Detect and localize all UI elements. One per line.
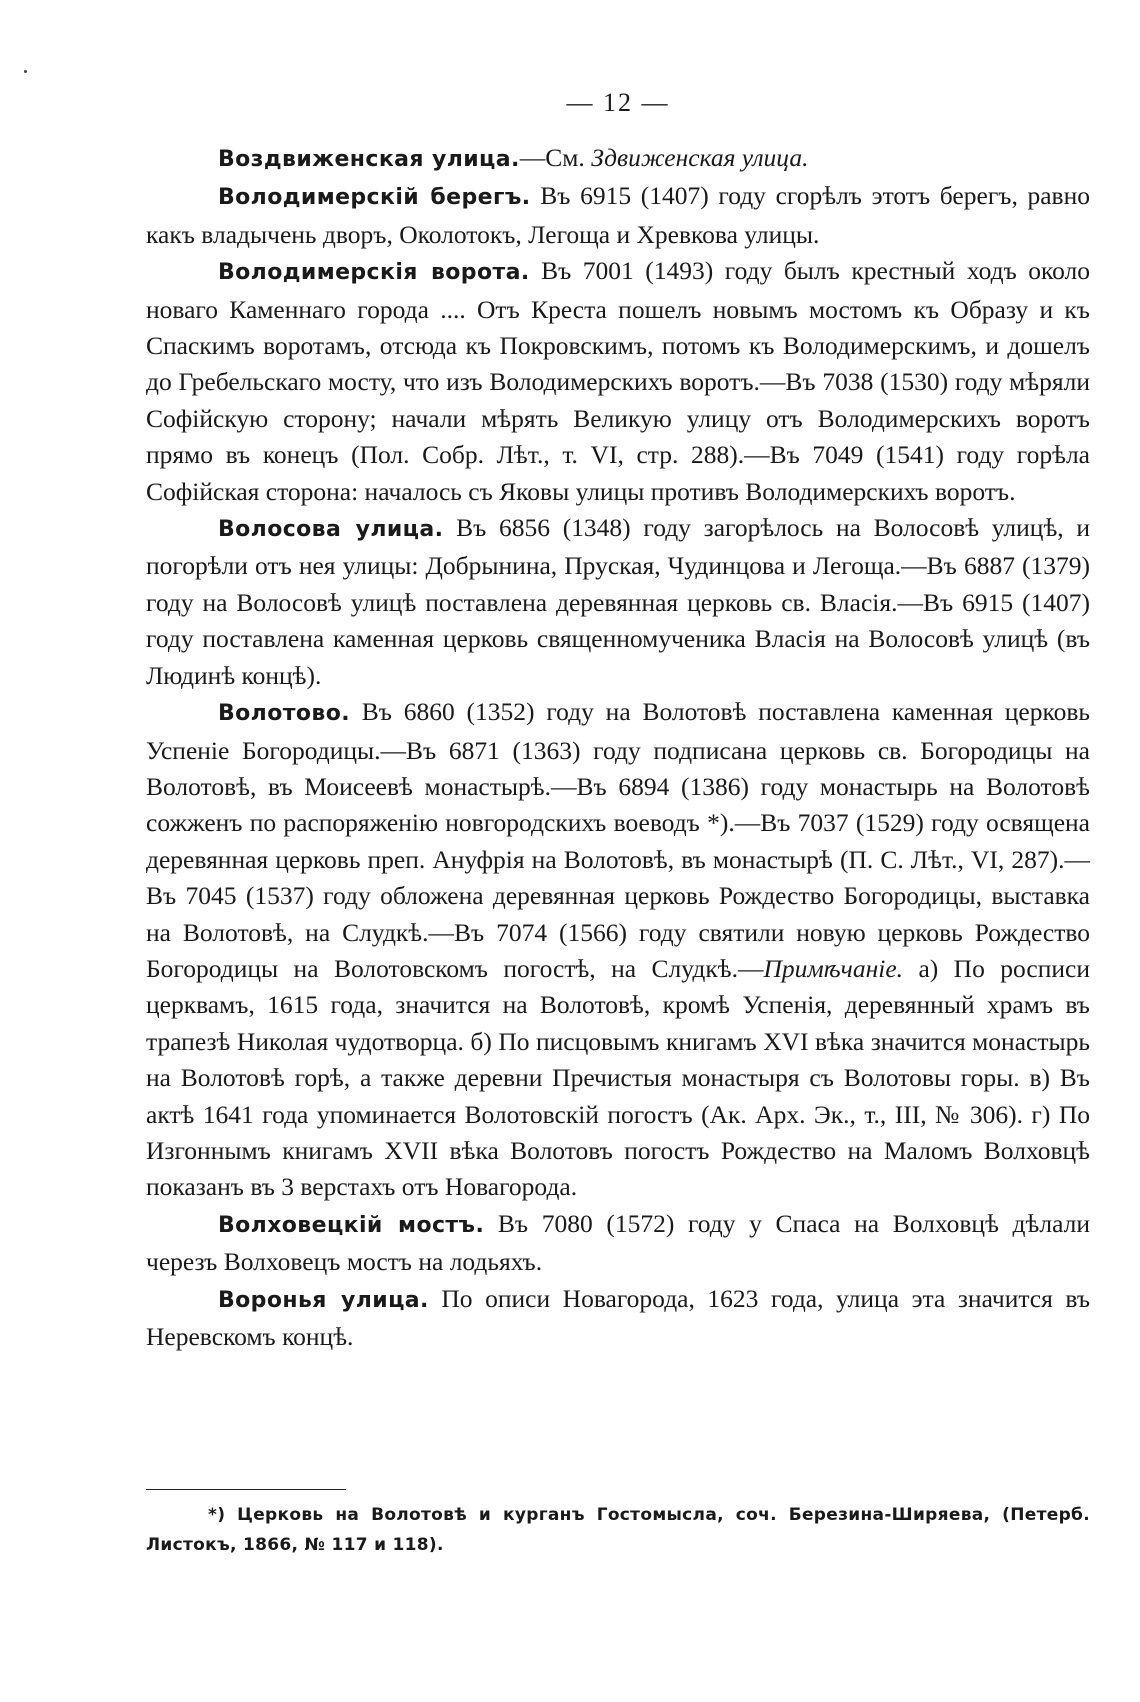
entry-headword: Волховецкій мостъ. (218, 1212, 485, 1238)
entry-text: Въ 6915 (1407) году сгорѣлъ этотъ берегъ, равно какъ владычень дворъ, Околотокъ, Легоща и Хревкова улицы. (146, 181, 1090, 249)
entry-text: Въ 6860 (1352) году на Волотовѣ поставлена каменная церковь Успеніе Богородицы.—Въ 6871 (1363) году подписана церковь св. Богородицы на Волотовѣ, въ Моисеевѣ монастырѣ.—Въ 6894 (1386) году монастырь на Волотовѣ сожженъ по распоряженію новгородскихъ воеводъ *).—Въ 7037 (1529) году освящена деревянная церковь преп. Ануфрія на Волотовѣ, въ монастырѣ (П. С. Лѣт., VI, 287).—Въ 7045 (1537) году обложена деревянная церковь Рождество Богородицы, выставка на Волотовѣ, на Слудкѣ.—Въ 7074 (1566) году святили новую церковь Рождество Богородицы на Волотовскомъ погостѣ, на Слудкѣ.— (146, 697, 1090, 983)
entry-volotovo (146, 694, 1090, 1206)
entry-voronya-ulitsa (146, 1281, 1090, 1356)
page-number: — 12 — (566, 88, 670, 117)
paper-speck (24, 70, 27, 73)
footnote: *) Церковь на Волотовѣ и курганъ Гостомысла, соч. Березина-Ширяева, (Петерб. Листокъ, 1866, № 117 и 118). (146, 1505, 1090, 1555)
entry-headword: Волосова улица. (218, 517, 444, 543)
page-body (146, 140, 1090, 1355)
entry-headword: Володимерскія ворота. (218, 260, 530, 286)
entry-headword: Волотово. (218, 701, 350, 727)
entry-text: Въ 7001 (1493) году былъ крестный ходъ около новаго Каменнаго города .... Отъ Креста пошелъ новымъ мостомъ къ Образу и къ Спаскимъ воротамъ, отсюда къ Покровскимъ, потомъ къ Володимерскимъ, и дошелъ до Гребельскаго мосту, что изъ Володимерскихъ воротъ.—Въ 7038 (1530) году мѣряли Софійскую сторону; начали мѣрять Великую улицу отъ Володимерскихъ воротъ прямо въ конецъ (Пол. Собр. Лѣт., т. VI, стр. 288).—Въ 7049 (1541) году горѣла Софійская сторона: началось съ Яковы улицы противъ Володимерскихъ воротъ. (146, 256, 1090, 506)
entry-volodimersky-bereg (146, 178, 1090, 253)
entry-volkhovetsky-most (146, 1206, 1090, 1281)
entry-cross-reference: Здвиженская улица. (591, 143, 809, 172)
entry-note-text: а) По росписи церквамъ, 1615 года, значится на Волотовѣ, кромѣ Успенія, деревянный храмъ въ трапезѣ Николая чудотворца. б) По писцовымъ книгамъ XVI вѣка значится монастырь на Волотовѣ горѣ, а также деревни Пречистыя монастыря съ Волотовы горы. в) Въ актѣ 1641 года упоминается Волотовскій погостъ (Ак. Арх. Эк., т., III, № 306). г) По Изгоннымъ книгамъ XVII вѣка Волотовъ погостъ Рождество на Маломъ Волховцѣ показанъ въ 3 верстахъ отъ Новагорода. (146, 953, 1090, 1202)
entry-headword: Воронья улица. (218, 1287, 429, 1313)
entry-text: Въ 6856 (1348) году загорѣлось на Волосовѣ улицѣ, и погорѣли отъ нея улицы: Добрынина, Пруская, Чудинцова и Легоща.—Въ 6887 (1379) году на Волосовѣ улицѣ поставлена деревянная церковь св. Власія.—Въ 6915 (1407) году поставлена каменная церковь священномученика Власія на Волосовѣ улицѣ (въ Людинѣ концѣ). (146, 513, 1091, 690)
entry-volosova-ulitsa (146, 510, 1090, 694)
entry-headword: Володимерскій берегъ. (218, 185, 531, 211)
entry-note-label: Примѣчаніе. (763, 953, 904, 983)
entry-text: По описи Новагорода, 1623 года, улица эта значится въ Неревскомъ концѣ. (146, 1283, 1090, 1351)
footnote-rule (146, 1489, 346, 1490)
entry-headword: Воздвиженская улица. (218, 147, 520, 172)
entry-text: —См. (519, 143, 592, 172)
entry-volodimerskiya-vorota (146, 253, 1090, 510)
entry-vozdvizhenskaya (146, 140, 1090, 178)
entry-text: Въ 7080 (1572) году у Спаса на Волховцѣ дѣлали черезъ Волховецъ мостъ на лодьяхъ. (146, 1208, 1091, 1277)
